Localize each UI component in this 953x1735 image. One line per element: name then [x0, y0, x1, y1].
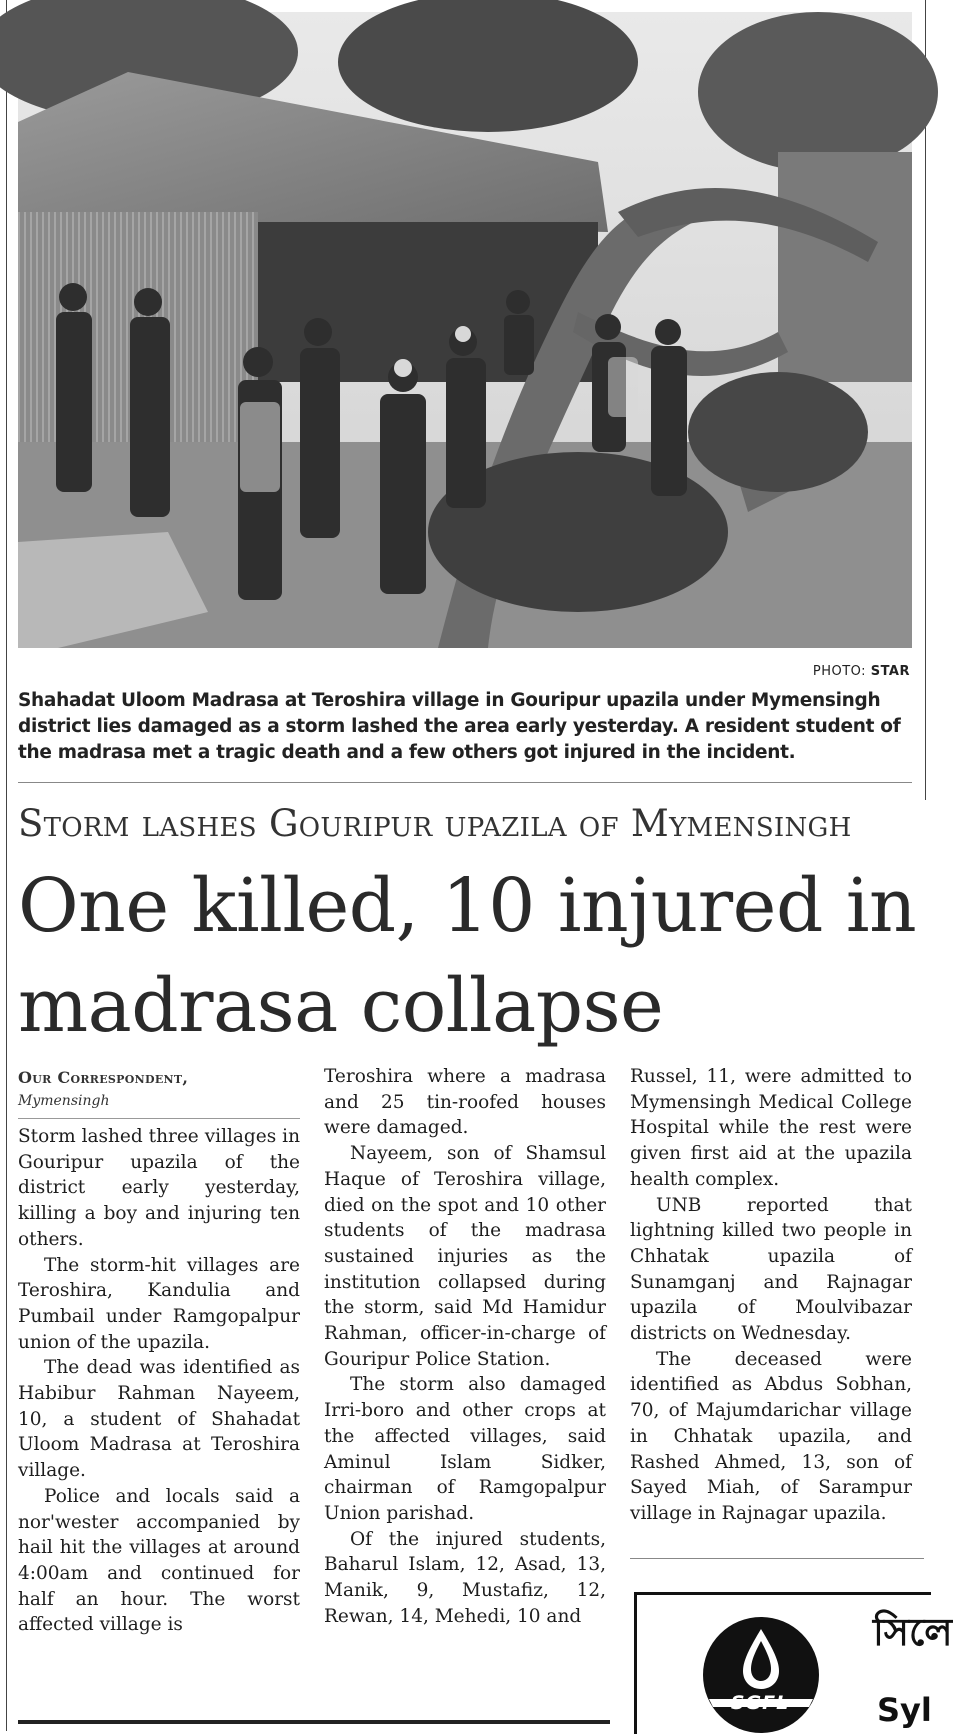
oil-drop-logo-icon	[701, 1615, 821, 1735]
ad-heading-bengali: সিলে	[873, 1610, 953, 1654]
bottom-rule	[18, 1720, 610, 1724]
headline-line-2: madrasa collapse	[18, 963, 664, 1049]
photo-credit-source: STAR	[870, 664, 910, 679]
storm-damage-photo	[18, 12, 912, 648]
paragraph: Russel, 11, were admitted to Mymensingh Medical College Hospital while the rest were given first aid at the upazila health complex.	[630, 1066, 912, 1190]
advertisement[interactable]	[634, 1592, 953, 1734]
dateline: Mymensingh	[18, 1093, 110, 1109]
paragraph: The dead was identified as Habibur Rahman Nayeem, 10, a student of Shahadat Uloom Madrasa at Teroshira village.	[18, 1357, 300, 1482]
news-photo	[18, 12, 912, 648]
paragraph: UNB reported that lightning killed two people in Chhatak upazila of Sunamganj and Rajnagar upazila of Moulvibazar districts on Wednesday.	[630, 1194, 912, 1345]
paragraph: Teroshira where a madrasa and 25 tin-roofed houses were damaged.	[324, 1066, 606, 1139]
page-left-rule	[6, 0, 7, 1731]
headline-line-1: One killed, 10 injured in	[18, 863, 917, 949]
ad-logo-text: SGFL	[730, 1692, 790, 1714]
article-column-1	[18, 1124, 300, 1638]
photo-credit	[813, 664, 910, 679]
paragraph: Police and locals said a nor'wester accompanied by hail hit the villages at around 4:00am and continued for half an hour. The worst affected village is	[18, 1485, 300, 1636]
paragraph: Storm lashed three villages in Gouripur upazila of the district early yesterday, killing a boy and injuring ten others.	[18, 1126, 300, 1250]
headline-kicker: Storm lashes Gouripur upazila of Mymensingh	[18, 802, 852, 845]
byline: Our Correspondent,	[18, 1068, 189, 1087]
photo-caption: Shahadat Uloom Madrasa at Teroshira village in Gouripur upazila under Mymensingh district lies damaged as a storm lashed the area early yesterday. A resident student of the madrasa met a tragic death and a few others got injured in the incident.	[18, 690, 901, 763]
caption-divider	[18, 782, 912, 783]
photo-credit-label: PHOTO:	[812, 664, 867, 679]
paragraph: The deceased were identified as Abdus Sobhan, 70, of Majumdarichar village in Chhatak upazila, and Rashed Ahmed, 13, son of Sayed Miah, of Sarampur village in Rajnagar upazila.	[630, 1348, 912, 1524]
headline	[18, 856, 918, 1056]
byline-divider	[18, 1118, 300, 1119]
article-column-3	[630, 1064, 912, 1527]
paragraph: The storm-hit villages are Teroshira, Kandulia and Pumbail under Ramgopalpur union of the upazila.	[18, 1254, 300, 1353]
paragraph: The storm also damaged Irri-boro and other crops at the affected villages, said Aminul Islam Sidker, chairman of Ramgopalpur Union parishad.	[324, 1374, 606, 1524]
ad-heading-latin: Syl	[877, 1691, 932, 1729]
paragraph: Nayeem, son of Shamsul Haque of Teroshira village, died on the spot and 10 other students of the madrasa sustained injuries as the institution collapsed during the storm, said Md Hamidur Rahman, officer-in-charge of Gouripur Police Station.	[324, 1143, 606, 1370]
paragraph: Of the injured students, Baharul Islam, 12, Asad, 13, Manik, 9, Mustafiz, 12, Rewan, 14, Mehedi, 10 and	[324, 1528, 606, 1627]
article-column-2	[324, 1064, 606, 1629]
column-end-rule	[630, 1558, 924, 1559]
